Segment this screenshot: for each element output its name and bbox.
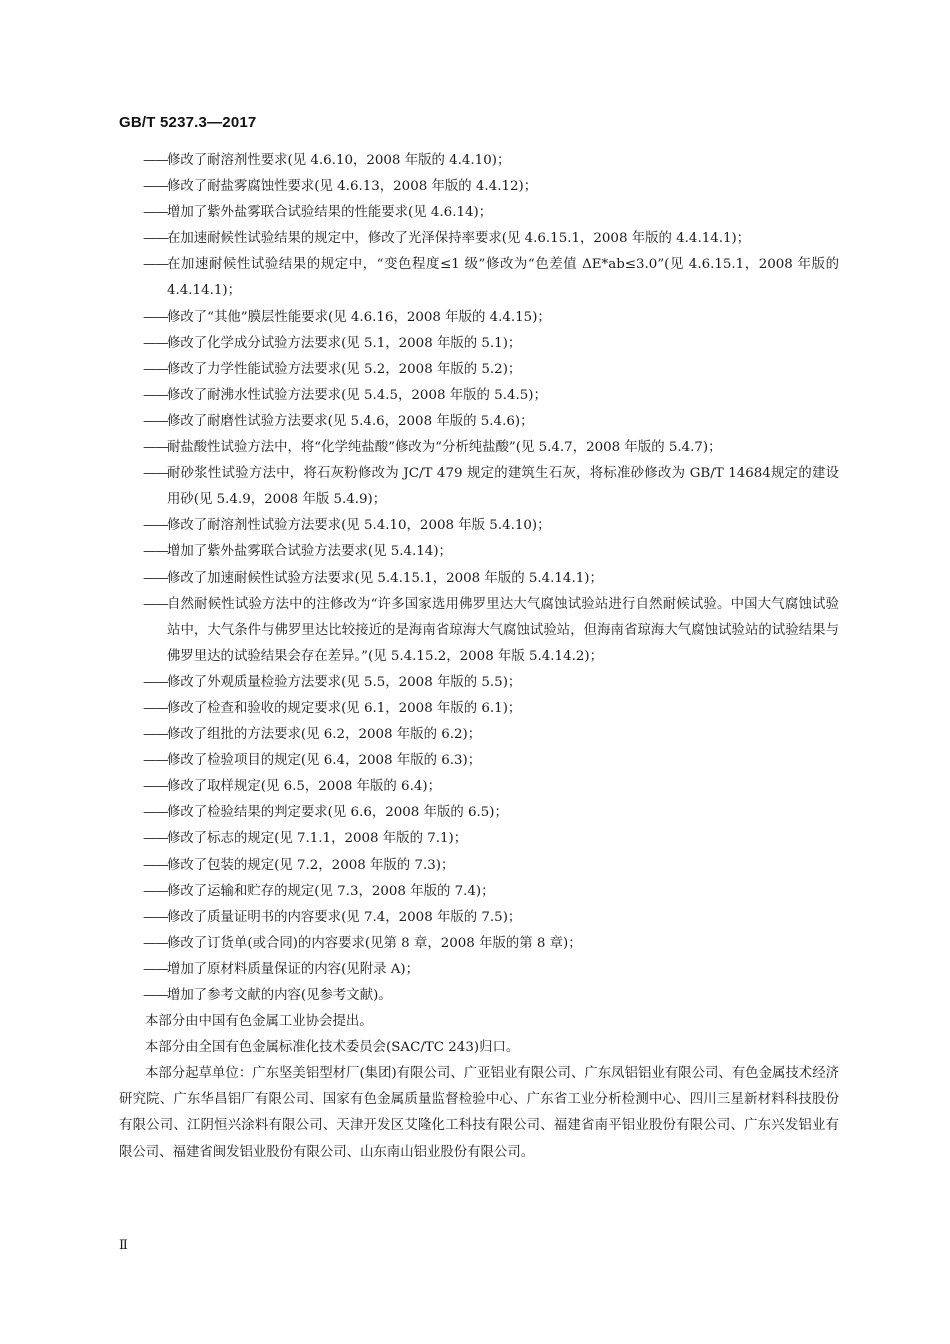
change-text: 增加了原材料质量保证的内容(见附录 A)； xyxy=(167,961,420,977)
change-text: 增加了紫外盐雾联合试验方法要求(见 5.4.14)； xyxy=(167,544,452,560)
change-text: 自然耐候性试验方法中的注修改为“许多国家选用佛罗里达大气腐蚀试验站进行自然耐候试验。中国大气腐蚀试验站中，大气条件与佛罗里达比较接近的是海南省琼海大气腐蚀试验站，但海南省琼海大气腐蚀试验站的试验结果与佛罗里达的试验结果会存在差异。”(见 5.4.15.2，2008 年版 5.4.14.2)； xyxy=(167,596,839,664)
dash-marker: —— xyxy=(143,570,168,586)
document-body xyxy=(119,148,839,1166)
change-list xyxy=(119,148,839,1009)
change-text: 修改了组批的方法要求(见 6.2，2008 年版的 6.2)； xyxy=(167,727,482,743)
change-item xyxy=(119,148,839,174)
change-item xyxy=(119,513,839,539)
change-item xyxy=(119,435,839,461)
change-item xyxy=(119,226,839,252)
dash-marker: —— xyxy=(143,205,168,221)
change-text: 修改了订货单(或合同)的内容要求(见第 8 章，2008 年版的第 8 章)； xyxy=(167,935,582,951)
dash-marker: —— xyxy=(143,309,168,325)
standard-code: GB/T 5237.3—2017 xyxy=(119,114,257,131)
change-item xyxy=(119,305,839,331)
change-text: 修改了耐沸水性试验方法要求(见 5.4.5，2008 年版的 5.4.5)； xyxy=(167,387,547,403)
change-item xyxy=(119,670,839,696)
dash-marker: —— xyxy=(143,988,168,1003)
change-text: 在加速耐候性试验结果的规定中，修改了光泽保持率要求(见 4.6.15.1，2008 年版的 4.4.14.1)； xyxy=(167,231,751,247)
dash-marker: —— xyxy=(143,179,168,195)
change-item xyxy=(119,592,839,670)
dash-marker: —— xyxy=(143,257,168,273)
change-item xyxy=(119,983,839,1009)
change-item xyxy=(119,957,839,983)
dash-marker: —— xyxy=(143,909,168,925)
change-item xyxy=(119,174,839,200)
page-number: Ⅱ xyxy=(119,1238,128,1253)
change-item xyxy=(119,409,839,435)
change-text: 耐盐酸性试验方法中，将“化学纯盐酸”修改为“分析纯盐酸”(见 5.4.7，2008 年版的 5.4.7)； xyxy=(167,440,722,456)
change-item xyxy=(119,800,839,826)
change-item xyxy=(119,200,839,226)
change-text: 修改了包装的规定(见 7.2，2008 年版的 7.3)； xyxy=(167,857,455,873)
change-item xyxy=(119,357,839,383)
dash-marker: —— xyxy=(143,700,168,716)
dash-marker: —— xyxy=(143,361,168,377)
change-text: 修改了“其他”膜层性能要求(见 4.6.16，2008 年版的 4.4.15)； xyxy=(167,309,551,325)
dash-marker: —— xyxy=(143,961,168,977)
body-paragraph: 本部分由中国有色金属工业协会提出。 xyxy=(145,1014,373,1030)
change-item xyxy=(119,826,839,852)
change-item xyxy=(119,853,839,879)
change-text: 修改了检验项目的规定(见 6.4，2008 年版的 6.3)； xyxy=(167,753,482,769)
dash-marker: —— xyxy=(143,544,168,560)
change-item xyxy=(119,252,839,304)
change-item xyxy=(119,566,839,592)
change-text: 修改了运输和贮存的规定(见 7.3，2008 年版的 7.4)； xyxy=(167,883,495,899)
dash-marker: —— xyxy=(143,727,168,743)
change-item xyxy=(119,539,839,565)
change-text: 修改了化学成分试验方法要求(见 5.1，2008 年版的 5.1)； xyxy=(167,335,522,351)
change-item xyxy=(119,905,839,931)
change-item xyxy=(119,748,839,774)
dash-marker: —— xyxy=(143,466,168,482)
dash-marker: —— xyxy=(143,231,168,247)
dash-marker: —— xyxy=(143,440,168,456)
change-text: 修改了外观质量检验方法要求(见 5.5，2008 年版的 5.5)； xyxy=(167,674,522,690)
change-text: 修改了加速耐候性试验方法要求(见 5.4.15.1，2008 年版的 5.4.14.1)； xyxy=(167,570,603,586)
dash-marker: —— xyxy=(143,518,168,534)
dash-marker: —— xyxy=(143,883,168,899)
change-item xyxy=(119,931,839,957)
change-text: 耐砂浆性试验方法中，将石灰粉修改为 JC/T 479 规定的建筑生石灰，将标准砂修改为 GB/T 14684规定的建设用砂(见 5.4.9，2008 年版 5.4.9)； xyxy=(167,466,839,508)
dash-marker: —— xyxy=(143,753,168,769)
dash-marker: —— xyxy=(143,335,168,351)
change-text: 修改了质量证明书的内容要求(见 7.4，2008 年版的 7.5)； xyxy=(167,909,522,925)
change-item xyxy=(119,331,839,357)
dash-marker: —— xyxy=(143,779,168,795)
change-text: 修改了检查和验收的规定要求(见 6.1，2008 年版的 6.1)； xyxy=(167,700,522,716)
change-text: 增加了参考文献的内容(见参考文献)。 xyxy=(167,988,392,1003)
change-item xyxy=(119,461,839,513)
change-text: 增加了紫外盐雾联合试验结果的性能要求(见 4.6.14)； xyxy=(167,205,493,221)
body-paragraph: 本部分由全国有色金属标准化技术委员会(SAC/TC 243)归口。 xyxy=(145,1040,520,1056)
dash-marker: —— xyxy=(143,596,168,612)
change-text: 修改了检验结果的判定要求(见 6.6，2008 年版的 6.5)； xyxy=(167,805,508,821)
change-text: 修改了耐磨性试验方法要求(见 5.4.6，2008 年版的 5.4.6)； xyxy=(167,413,534,429)
change-item xyxy=(119,879,839,905)
change-text: 修改了耐溶剂性试验方法要求(见 5.4.10，2008 年版 5.4.10)； xyxy=(167,518,551,534)
change-item xyxy=(119,383,839,409)
dash-marker: —— xyxy=(143,831,168,847)
dash-marker: —— xyxy=(143,413,168,429)
change-item xyxy=(119,774,839,800)
paragraph-list xyxy=(119,1009,839,1166)
body-paragraph: 本部分起草单位：广东坚美铝型材厂(集团)有限公司、广亚铝业有限公司、广东凤铝铝业有限公司、有色金属技术经济研究院、广东华昌铝厂有限公司、国家有色金属质量监督检验中心、广东省工业分析检测中心、四川三星新材料科技股份有限公司、江阴恒兴涂料有限公司、天津开发区艾隆化工科技有限公司、福建省南平铝业股份有限公司、广东兴发铝业有限公司、福建省闽发铝业股份有限公司、山东南山铝业股份有限公司。 xyxy=(119,1066,839,1160)
change-item xyxy=(119,696,839,722)
change-text: 修改了耐盐雾腐蚀性要求(见 4.6.13，2008 年版的 4.4.12)； xyxy=(167,179,538,195)
change-text: 修改了耐溶剂性要求(见 4.6.10，2008 年版的 4.4.10)； xyxy=(167,153,511,168)
dash-marker: —— xyxy=(143,674,168,690)
change-text: 修改了力学性能试验方法要求(见 5.2，2008 年版的 5.2)； xyxy=(167,361,522,377)
dash-marker: —— xyxy=(143,153,168,168)
change-text: 修改了取样规定(见 6.5，2008 年版的 6.4)； xyxy=(167,779,441,795)
change-text: 在加速耐候性试验结果的规定中，“变色程度≤1 级”修改为“色差值 ΔE*ab≤3.0”(见 4.6.15.1，2008 年版的 4.4.14.1)； xyxy=(167,257,839,299)
dash-marker: —— xyxy=(143,935,168,951)
dash-marker: —— xyxy=(143,857,168,873)
change-text: 修改了标志的规定(见 7.1.1，2008 年版的 7.1)； xyxy=(167,831,468,847)
dash-marker: —— xyxy=(143,387,168,403)
change-item xyxy=(119,722,839,748)
dash-marker: —— xyxy=(143,805,168,821)
